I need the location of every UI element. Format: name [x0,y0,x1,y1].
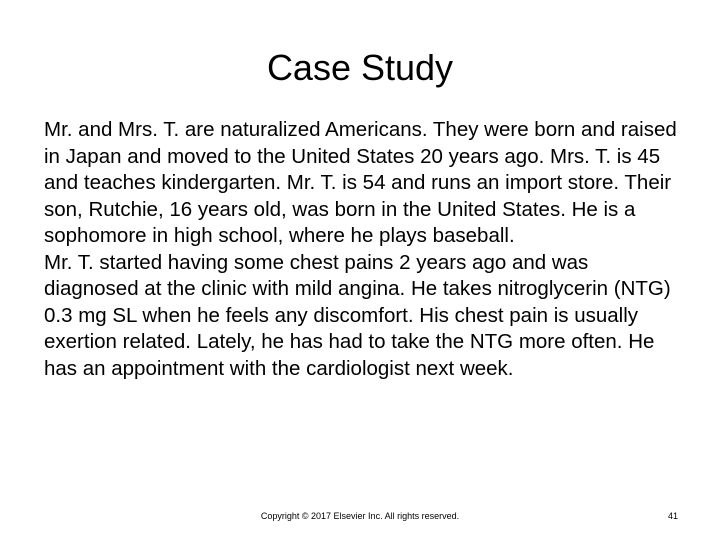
paragraph-family-background: Mr. and Mrs. T. are naturalized Americans. They were born and raised in Japan and moved to the United States 20 years ago. Mrs. T. is 45 and teaches kindergarten. Mr. T. is 54 and runs an import store. Their son, Rutchie, 16 years old, was born in the United States. He is a sophomore in high school, where he plays baseball. [44,118,677,247]
slide-title: Case Study [266,47,454,88]
footer-page-number: 41 [667,511,678,521]
paragraph-medical-history: Mr. T. started having some chest pains 2 years ago and was diagnosed at the clinic with mild angina. He takes nitroglycerin (NTG) 0.3 mg SL when he feels any discomfort. His chest pain is usually exertion related. Lately, he has had to take the NTG more often. He has an appointment with the cardiologist next week. [44,250,671,380]
footer-copyright: Copyright © 2017 Elsevier Inc. All rights reserved. [260,511,460,521]
slide-body [44,117,684,382]
